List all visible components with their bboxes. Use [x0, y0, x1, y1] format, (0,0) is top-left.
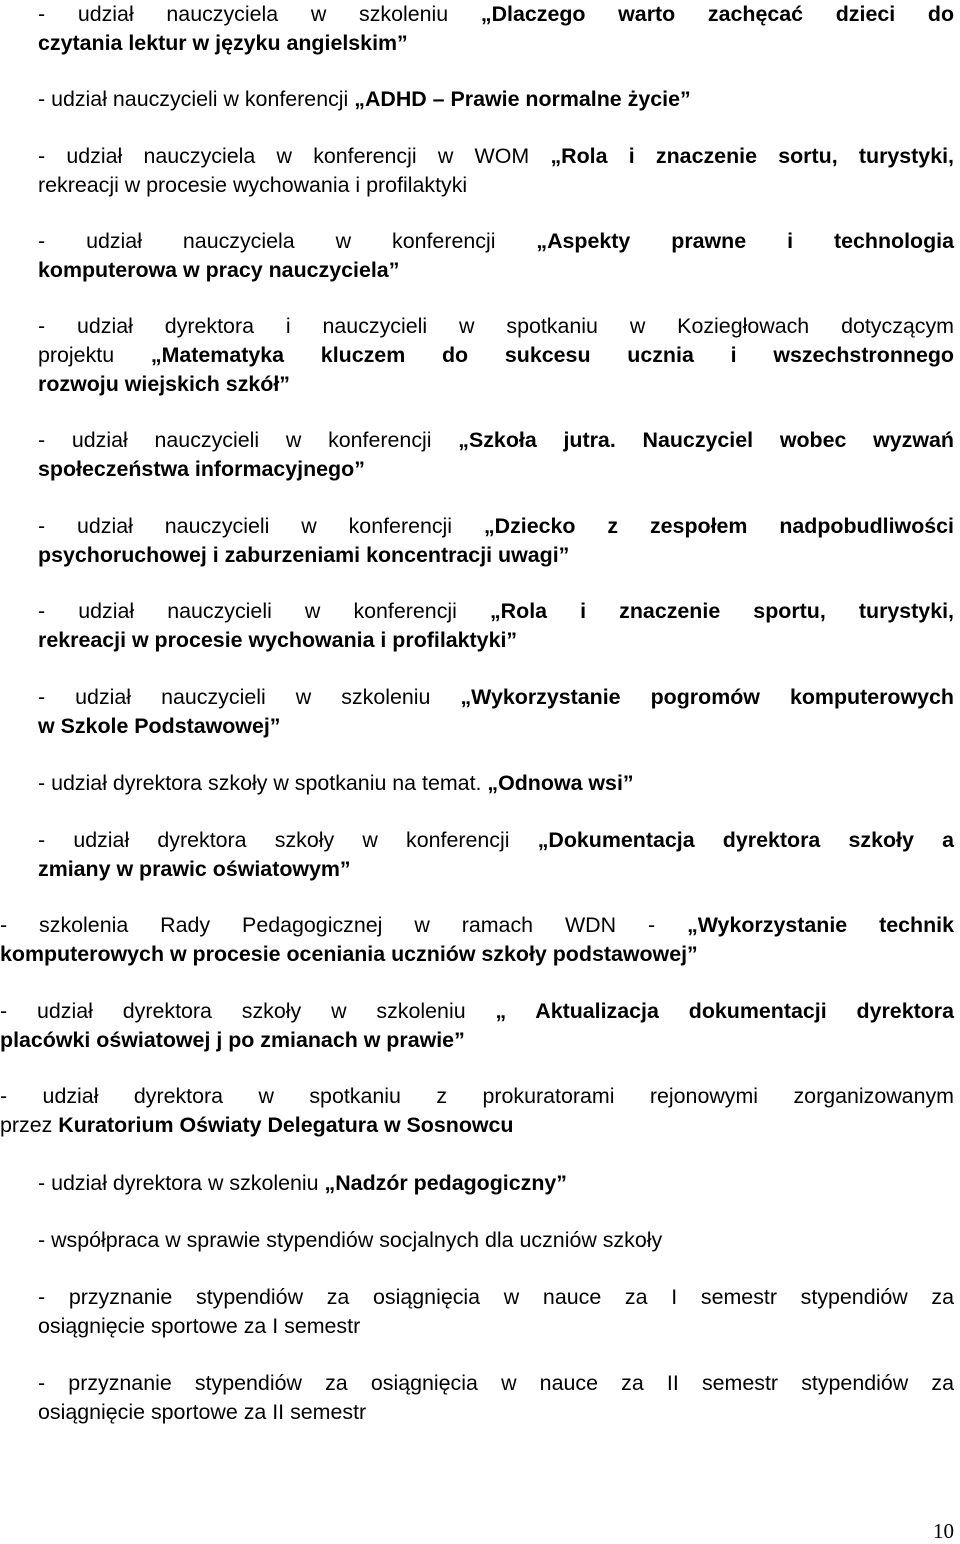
text-line [38, 256, 954, 285]
text-line [38, 712, 954, 741]
body-text: osiągnięcie sportowe za I semestr [38, 1314, 361, 1338]
bold-title-text: w Szkole Podstawowej” [38, 714, 281, 738]
body-text: - udział dyrektora szkoły w konferencji [38, 828, 538, 852]
text-line [0, 940, 954, 969]
list-item [38, 597, 954, 655]
bold-title-text: „Wykorzystanie pogromów komputerowych [460, 685, 954, 709]
bold-title-text: „Wykorzystanie technik [687, 913, 954, 937]
text-line [38, 85, 954, 114]
list-item [38, 683, 954, 741]
text-line [38, 312, 954, 341]
list-item [0, 997, 954, 1055]
text-line [0, 1111, 954, 1140]
bold-title-text: Kuratorium Oświaty Delegatura w Sosnowcu [58, 1113, 514, 1137]
bold-title-text: „Rola i znaczenie sortu, turystyki, [550, 144, 954, 168]
text-line [38, 1226, 954, 1255]
text-line [38, 29, 954, 58]
text-line [38, 769, 954, 798]
body-text: - udział nauczycieli w konferencji [38, 599, 490, 623]
body-text: - udział nauczycieli w konferencji [38, 514, 484, 538]
list-item [38, 312, 954, 399]
body-text: - udział nauczycieli w konferencji [38, 87, 355, 111]
bold-title-text: „Szkoła jutra. Nauczyciel wobec wyzwań [458, 428, 954, 452]
body-text: - przyznanie stypendiów za osiągnięcia w nauce za I semestr stypendiów za [38, 1285, 954, 1309]
list-item [38, 227, 954, 285]
text-line [0, 997, 954, 1026]
bold-title-text: „Rola i znaczenie sportu, turystyki, [489, 599, 954, 623]
bold-title-text: „Aspekty prawne i technologia [536, 229, 954, 253]
bold-title-text: „Matematyka kluczem do sukcesu ucznia i wszechstronnego [150, 343, 954, 367]
bold-title-text: rozwoju wiejskich szkół” [38, 372, 290, 396]
bold-title-text: komputerowa w pracy nauczyciela” [38, 258, 400, 282]
text-line [38, 455, 954, 484]
body-text: projektu [38, 343, 151, 367]
text-line [0, 1026, 954, 1055]
body-text: - udział nauczycieli w konferencji [38, 428, 459, 452]
text-line [38, 855, 954, 884]
bold-title-text: zmiany w prawic oświatowym” [38, 857, 351, 881]
page-number: 10 [933, 1519, 954, 1543]
body-text: - udział nauczyciela w konferencji [38, 229, 537, 253]
bold-title-text: „Dokumentacja dyrektora szkoły a [537, 828, 954, 852]
bold-title-text: „Dlaczego warto zachęcać dzieci do [480, 2, 955, 26]
text-line [38, 826, 954, 855]
list-item [0, 911, 954, 969]
text-line [38, 626, 954, 655]
list-item [38, 826, 954, 884]
text-line [38, 341, 954, 370]
bold-title-text: „ADHD – Prawie normalne życie” [354, 87, 691, 111]
list-item [38, 142, 954, 200]
list-item [0, 1082, 954, 1140]
body-text: - udział dyrektora szkoły w spotkaniu na temat. [38, 771, 488, 795]
text-line [38, 426, 954, 455]
body-text: - udział dyrektora w szkoleniu [38, 1171, 325, 1195]
text-line [38, 1369, 954, 1398]
text-line [38, 1398, 954, 1427]
text-line [0, 911, 954, 940]
list-item [38, 0, 954, 58]
body-text: - szkolenia Rady Pedagogicznej w ramach WDN - [0, 913, 688, 937]
list-item [38, 512, 954, 570]
text-line [0, 1082, 954, 1111]
text-line [38, 0, 954, 29]
bold-title-text: rekreacji w procesie wychowania i profilaktyki” [38, 628, 518, 652]
text-line [38, 370, 954, 399]
body-text: - przyznanie stypendiów za osiągnięcia w nauce za II semestr stypendiów za [38, 1371, 954, 1395]
body-text: - udział nauczyciela w konferencji w WOM [38, 144, 551, 168]
text-line [38, 1169, 954, 1198]
list-item [38, 1369, 954, 1427]
list-item [38, 1226, 954, 1255]
bold-title-text: psychoruchowej i zaburzeniami koncentracji uwagi” [38, 543, 570, 567]
body-text: - udział dyrektora w spotkaniu z prokuratorami rejonowymi zorganizowanym [0, 1084, 954, 1108]
text-line [38, 541, 954, 570]
text-line [38, 512, 954, 541]
bold-title-text: komputerowych w procesie oceniania uczniów szkoły podstawowej” [0, 942, 698, 966]
bold-title-text: czytania lektur w języku angielskim” [38, 31, 408, 55]
body-text: osiągnięcie sportowe za II semestr [38, 1400, 367, 1424]
bold-title-text: „Nadzór pedagogiczny” [324, 1171, 567, 1195]
body-text: - udział nauczyciela w szkoleniu [38, 2, 481, 26]
body-text: - współpraca w sprawie stypendiów socjalnych dla uczniów szkoły [38, 1228, 663, 1252]
list-item [38, 1283, 954, 1341]
bold-title-text: „ Aktualizacja dokumentacji dyrektora [495, 999, 954, 1023]
text-line [38, 171, 954, 200]
bold-title-text: „Odnowa wsi” [487, 771, 634, 795]
body-text: - udział dyrektora i nauczycieli w spotkaniu w Koziegłowach dotyczącym [38, 314, 954, 338]
body-text: - udział dyrektora szkoły w szkoleniu [0, 999, 496, 1023]
bold-title-text: społeczeństwa informacyjnego” [38, 457, 365, 481]
text-line [38, 1283, 954, 1312]
text-line [38, 142, 954, 171]
bold-title-text: placówki oświatowej j po zmianach w prawie” [0, 1028, 465, 1052]
list-item [38, 769, 954, 798]
text-line [38, 227, 954, 256]
body-text: rekreacji w procesie wychowania i profilaktyki [38, 173, 468, 197]
list-item [38, 85, 954, 114]
bold-title-text: „Dziecko z zespołem nadpobudliwości [483, 514, 954, 538]
list-item [38, 1169, 954, 1198]
body-text: przez [0, 1113, 59, 1137]
text-line [38, 683, 954, 712]
text-line [38, 1312, 954, 1341]
body-text: - udział nauczycieli w szkoleniu [38, 685, 461, 709]
list-item [38, 426, 954, 484]
text-line [38, 597, 954, 626]
